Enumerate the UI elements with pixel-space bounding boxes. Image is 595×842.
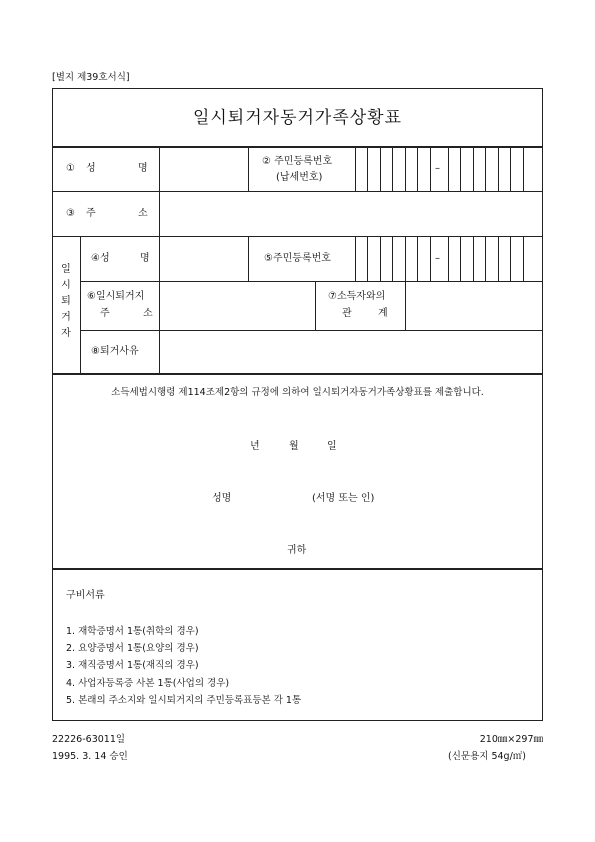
vertical-label-char: 퇴 [61, 296, 71, 307]
cell-border [248, 236, 249, 281]
addressee-label: 귀하 [287, 545, 307, 556]
field-name-label-b: 명 [138, 163, 148, 174]
field-address-number: ③ [66, 208, 75, 219]
relationship-input-cell[interactable] [406, 282, 542, 329]
document-item: 2. 요양증명서 1통(요양의 경우) [66, 643, 199, 654]
cell-border [315, 281, 316, 330]
relationship-label-line1: ⑦소득자와의 [328, 291, 386, 302]
name-input-cell[interactable] [160, 147, 247, 190]
leaver-id-number-label: ⑤주민등록번호 [264, 253, 331, 264]
document-item: 4. 사업자등록증 사본 1통(사업의 경우) [66, 678, 230, 689]
divider [52, 568, 543, 570]
signer-label: 성명 [212, 493, 232, 504]
field-id-number-label: ② 주민등록번호 [262, 156, 333, 167]
field-name-label-a: 성 [86, 163, 96, 174]
paper-spec: (신문용지 54g/㎡) [448, 751, 526, 762]
required-documents-heading: 구비서류 [66, 590, 105, 601]
leave-reason-label: ⑧퇴거사유 [91, 346, 139, 357]
signature-note: (서명 또는 인) [312, 493, 375, 504]
approval-date: 1995. 3. 14 승인 [52, 751, 128, 762]
declaration-statement: 소득세법시행령 제114조제2항의 규정에 의하여 일시퇴거자동거가족상황표를 제출합니다. [111, 387, 484, 398]
leave-reason-input-cell[interactable] [160, 331, 542, 372]
signature-input[interactable] [240, 489, 310, 507]
leaver-id-number-input-cells[interactable] [356, 237, 542, 280]
document-item: 1. 재학증명서 1통(취학의 경우) [66, 626, 199, 637]
field-address-label-b: 소 [138, 208, 148, 219]
form-code: 22226-63011일 [52, 734, 126, 745]
date-day-label: 일 [327, 441, 337, 452]
vertical-label-char: 시 [61, 280, 71, 291]
vertical-label-char: 일 [61, 264, 71, 275]
leaver-name-input-cell[interactable] [160, 237, 247, 280]
vertical-label-temp-leaver [52, 262, 80, 342]
document-item: 5. 본래의 주소지와 일시퇴거지의 주민등록표등본 각 1통 [66, 695, 302, 706]
cell-border [80, 236, 81, 373]
temp-address-label-a: 주 [100, 308, 110, 319]
id-separator-dash: – [435, 163, 440, 174]
temp-address-input-cell[interactable] [160, 282, 314, 329]
divider [52, 373, 543, 375]
id-separator-dash: – [435, 253, 440, 264]
vertical-label-char: 거 [61, 312, 71, 323]
leaver-name-label-a: ④성 [91, 253, 110, 264]
id-number-input-cells[interactable] [356, 147, 542, 190]
field-address-label-a: 주 [86, 208, 96, 219]
relationship-label-b: 계 [378, 308, 388, 319]
cell-border [248, 146, 249, 191]
paper-size: 210㎜×297㎜ [479, 734, 543, 745]
form-title: 일시퇴거자동거가족상황표 [192, 108, 403, 128]
date-year-label: 년 [250, 441, 260, 452]
date-month-label: 월 [289, 441, 299, 452]
temp-address-label-b: 소 [143, 308, 153, 319]
leaver-name-label-b: 명 [140, 253, 150, 264]
temp-address-label-line1: ⑥일시퇴거지 [87, 291, 145, 302]
form-label: [별지 제39호서식] [52, 72, 130, 83]
vertical-label-char: 자 [61, 328, 71, 339]
document-item: 3. 재직증명서 1통(재직의 경우) [66, 660, 199, 671]
address-input-cell[interactable] [160, 192, 542, 235]
field-name-number: ① [66, 163, 75, 174]
field-tax-number-label: (납세번호) [276, 172, 323, 183]
relationship-label-a: 관 [342, 308, 352, 319]
